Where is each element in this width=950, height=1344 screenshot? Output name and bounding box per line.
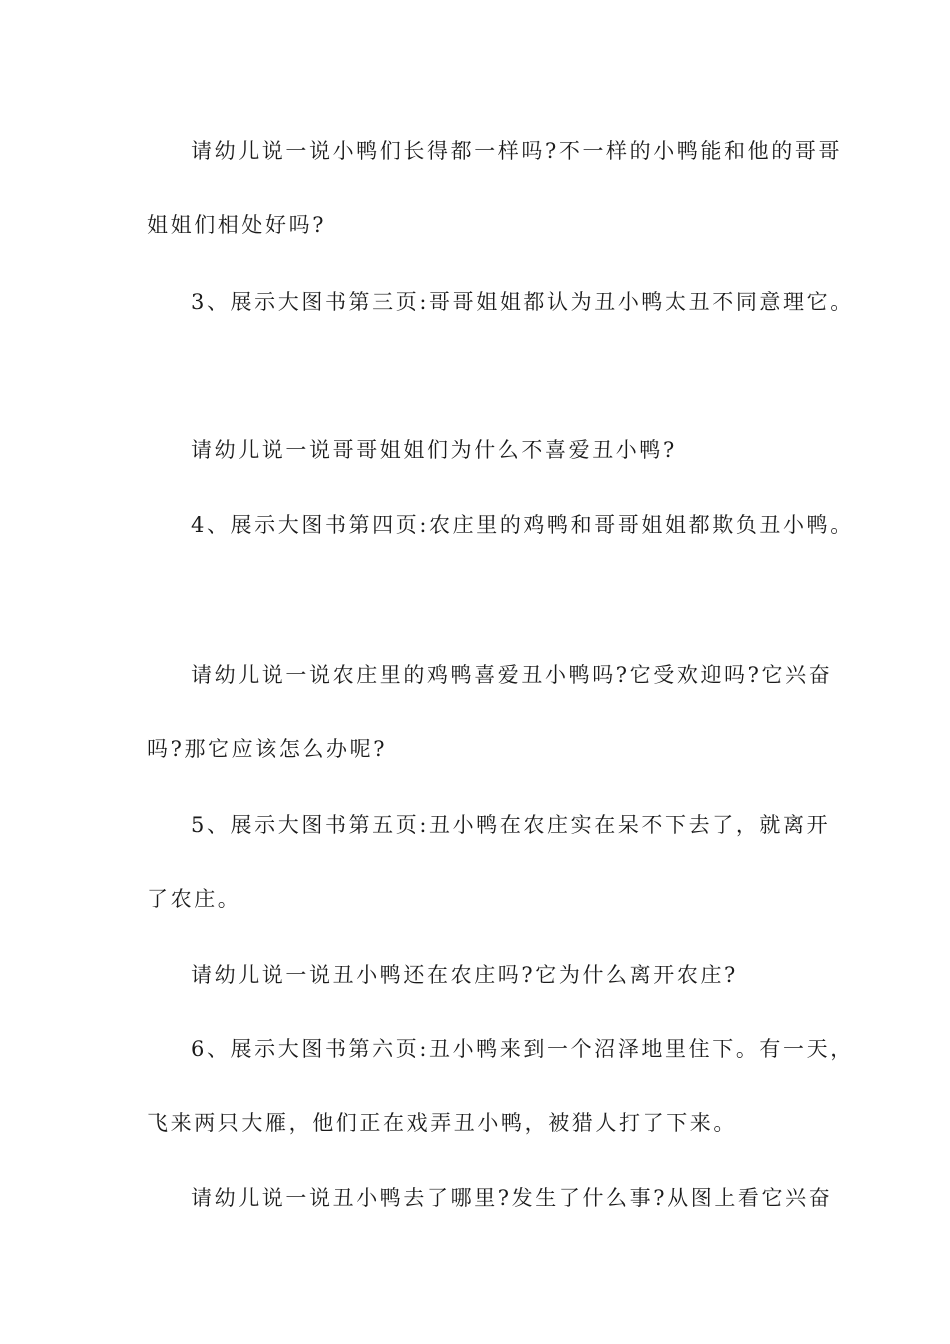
paragraph-line: 姐姐们相处好吗? [147, 213, 327, 237]
paragraph-line: 请幼儿说一说小鸭们长得都一样吗?不一样的小鸭能和他的哥哥 [191, 139, 843, 163]
paragraph-line: 3、展示大图书第三页:哥哥姐姐都认为丑小鸭太丑不同意理它。 [191, 290, 854, 314]
paragraph-line: 请幼儿说一说丑小鸭还在农庄吗?它为什么离开农庄? [191, 963, 738, 987]
paragraph-line: 请幼儿说一说哥哥姐姐们为什么不喜爱丑小鸭? [191, 438, 677, 462]
paragraph-line: 请幼儿说一说丑小鸭去了哪里?发生了什么事?从图上看它兴奋 [191, 1186, 833, 1210]
paragraph-line: 4、展示大图书第四页:农庄里的鸡鸭和哥哥姐姐都欺负丑小鸭。 [191, 513, 854, 537]
paragraph-line: 吗?那它应该怎么办呢? [147, 737, 388, 761]
paragraph-line: 了农庄。 [147, 887, 242, 911]
paragraph-line: 请幼儿说一说农庄里的鸡鸭喜爱丑小鸭吗?它受欢迎吗?它兴奋 [191, 663, 833, 687]
paragraph-line: 5、展示大图书第五页:丑小鸭在农庄实在呆不下去了，就离开 [191, 813, 831, 837]
paragraph-line: 6、展示大图书第六页:丑小鸭来到一个沼泽地里住下。有一天， [191, 1037, 854, 1061]
paragraph-line: 飞来两只大雁，他们正在戏弄丑小鸭，被猎人打了下来。 [147, 1111, 737, 1135]
